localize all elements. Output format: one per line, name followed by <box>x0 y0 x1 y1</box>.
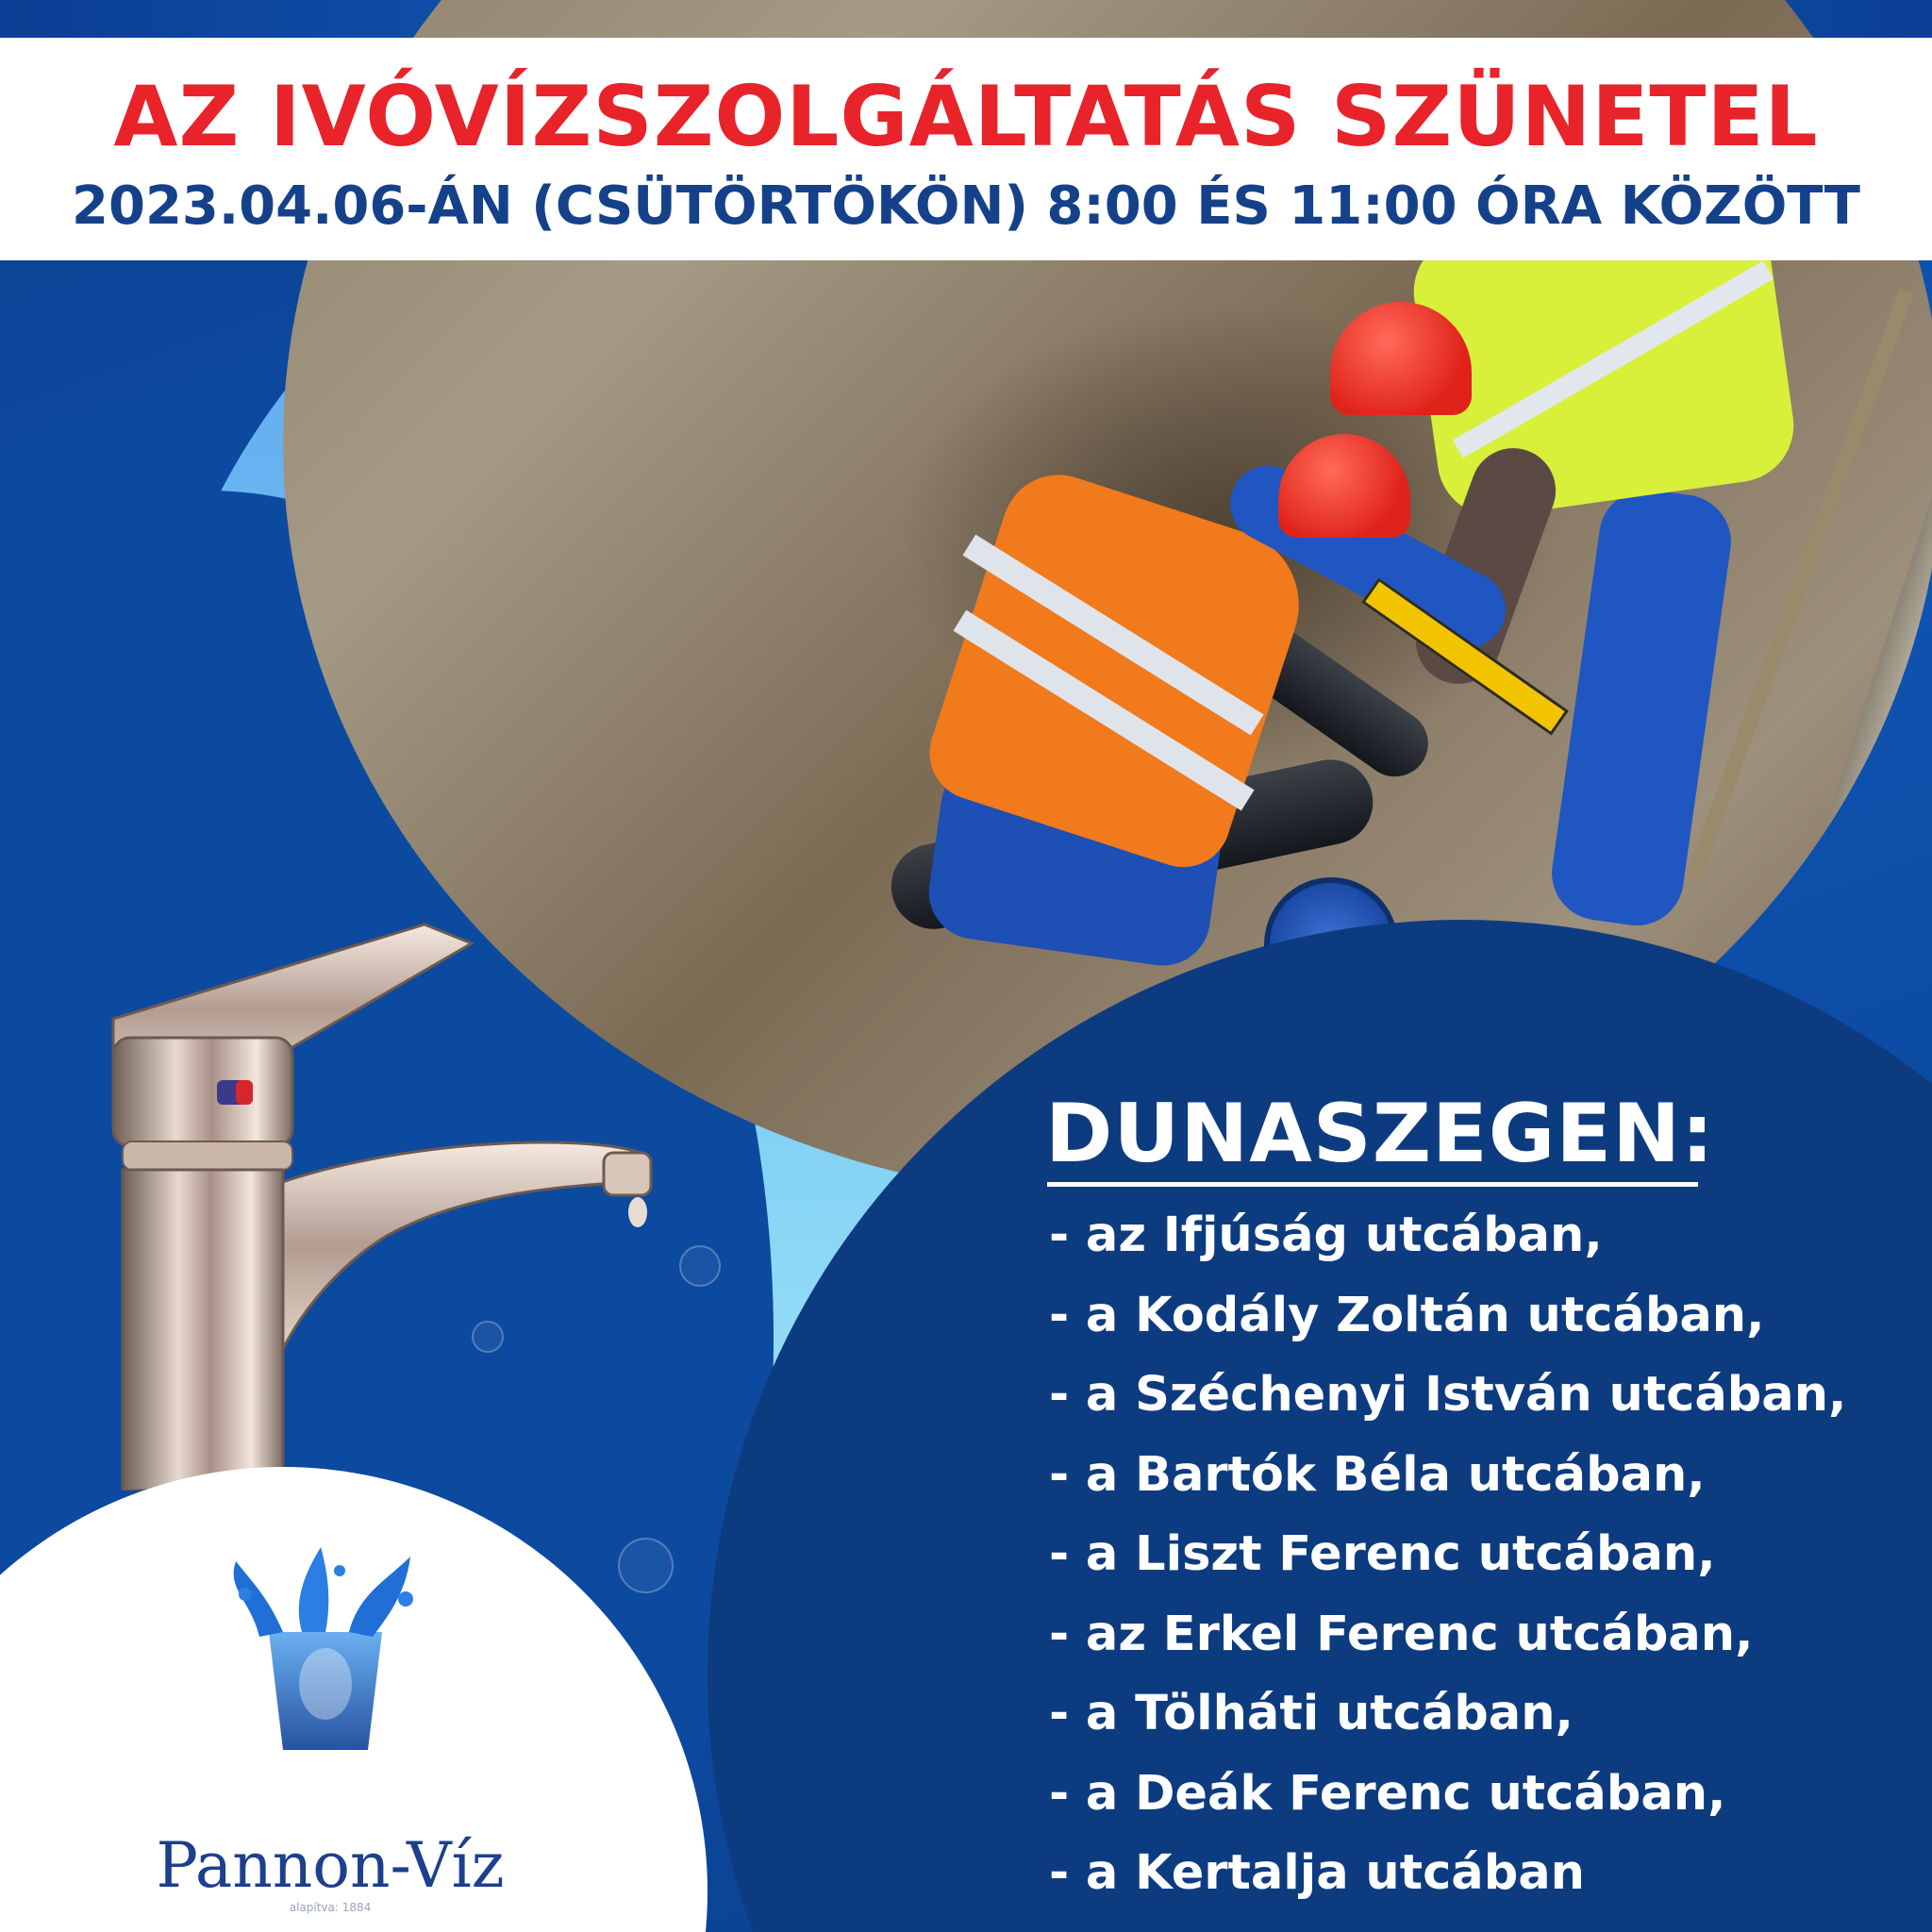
street-list <box>1049 1196 1846 1914</box>
wooden-plank <box>1798 353 1932 929</box>
street-item: - az Ifjúság utcában, <box>1049 1208 1603 1263</box>
street-item: - a Kodály Zoltán utcában, <box>1049 1287 1765 1343</box>
street-item: - a Bartók Béla utcában, <box>1049 1446 1706 1503</box>
header-banner <box>0 38 1932 260</box>
brand-name: Pannon-Víz <box>156 1829 505 1902</box>
brand-established: alapítva: 1884 <box>289 1901 372 1914</box>
place-title-underline <box>1047 1182 1698 1187</box>
street-item: - a Széchenyi István utcában, <box>1049 1367 1847 1423</box>
water-splash-icon <box>217 1542 434 1759</box>
date-time-line: 2023.04.06-ÁN (CSÜTÖRTÖKÖN) 8:00 ÉS 11:00 ÓRA KÖZÖTT <box>72 175 1860 237</box>
street-item: - a Deák Ferenc utcában, <box>1049 1765 1726 1822</box>
water-bubble <box>618 1538 674 1593</box>
worker-2-legs <box>1546 483 1738 931</box>
headline: AZ IVÓVÍZSZOLGÁLTATÁS SZÜNETEL <box>113 68 1819 165</box>
street-item: - a Tölháti utcában, <box>1049 1686 1574 1741</box>
street-item: - az Erkel Ferenc utcában, <box>1049 1606 1754 1662</box>
street-item: - a Kertalja utcában <box>1049 1845 1585 1901</box>
street-item: - a Liszt Ferenc utcában, <box>1049 1526 1716 1582</box>
place-title: DUNASZEGEN: <box>1045 1087 1715 1181</box>
faucet-icon <box>75 906 736 1491</box>
